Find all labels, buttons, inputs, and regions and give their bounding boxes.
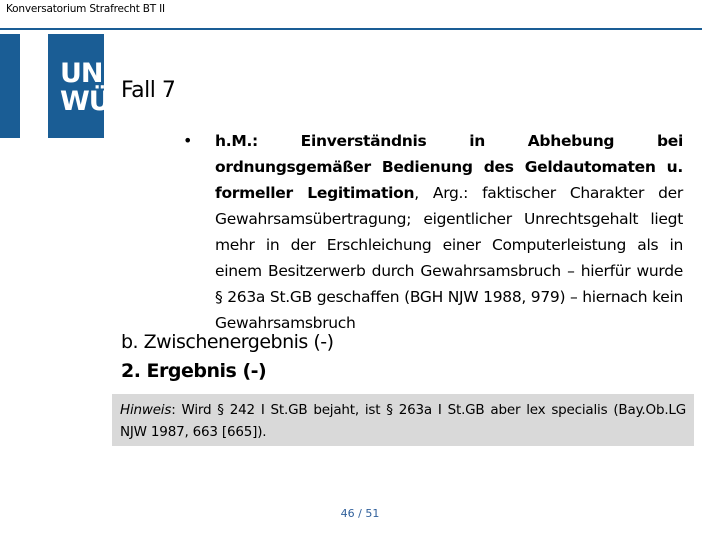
bullet-text (215, 128, 683, 336)
logo-side-band (0, 34, 20, 138)
bullet-bold-text: h.M.: Einverständnis in Abhebung bei ordnungsgemäßer Bedienung des Geldautomaten u. formeller Legitimation (215, 132, 683, 202)
result-heading: 2. Ergebnis (-) (121, 360, 267, 382)
slide-title: Fall 7 (121, 78, 176, 103)
interim-result-heading: b. Zwischenergebnis (-) (121, 331, 334, 353)
hint-text (120, 399, 686, 443)
hint-label: Hinweis (120, 402, 172, 418)
header-divider (0, 28, 702, 30)
hint-body: : Wird § 242 I St.GB bejaht, ist § 263a I St.GB aber lex specialis (Bay.Ob.LG NJW 1987, 663 [665]). (120, 402, 686, 440)
bullet-regular-text: , Arg.: faktischer Charakter der Gewahrsamsübertragung; eigentlicher Unrechtsgehalt liegt mehr in der Erschleichung einer Computerleistung als in einem Besitzerwerb durch Gewahrsamsbruch – hierfür wurde § 263a St.GB geschaffen (BGH NJW 1988, 979) – hiernach kein Gewahrsamsbruch (215, 184, 683, 332)
course-title: Konversatorium Strafrecht BT II (6, 3, 165, 15)
logo-text-line1: UNI (60, 58, 112, 89)
bullet-item (183, 128, 683, 336)
page-number: 46 / 51 (340, 507, 380, 520)
hint-box (112, 394, 694, 446)
logo-text-line2: WÜ (60, 86, 110, 117)
bullet-dot-icon: • (183, 131, 193, 150)
